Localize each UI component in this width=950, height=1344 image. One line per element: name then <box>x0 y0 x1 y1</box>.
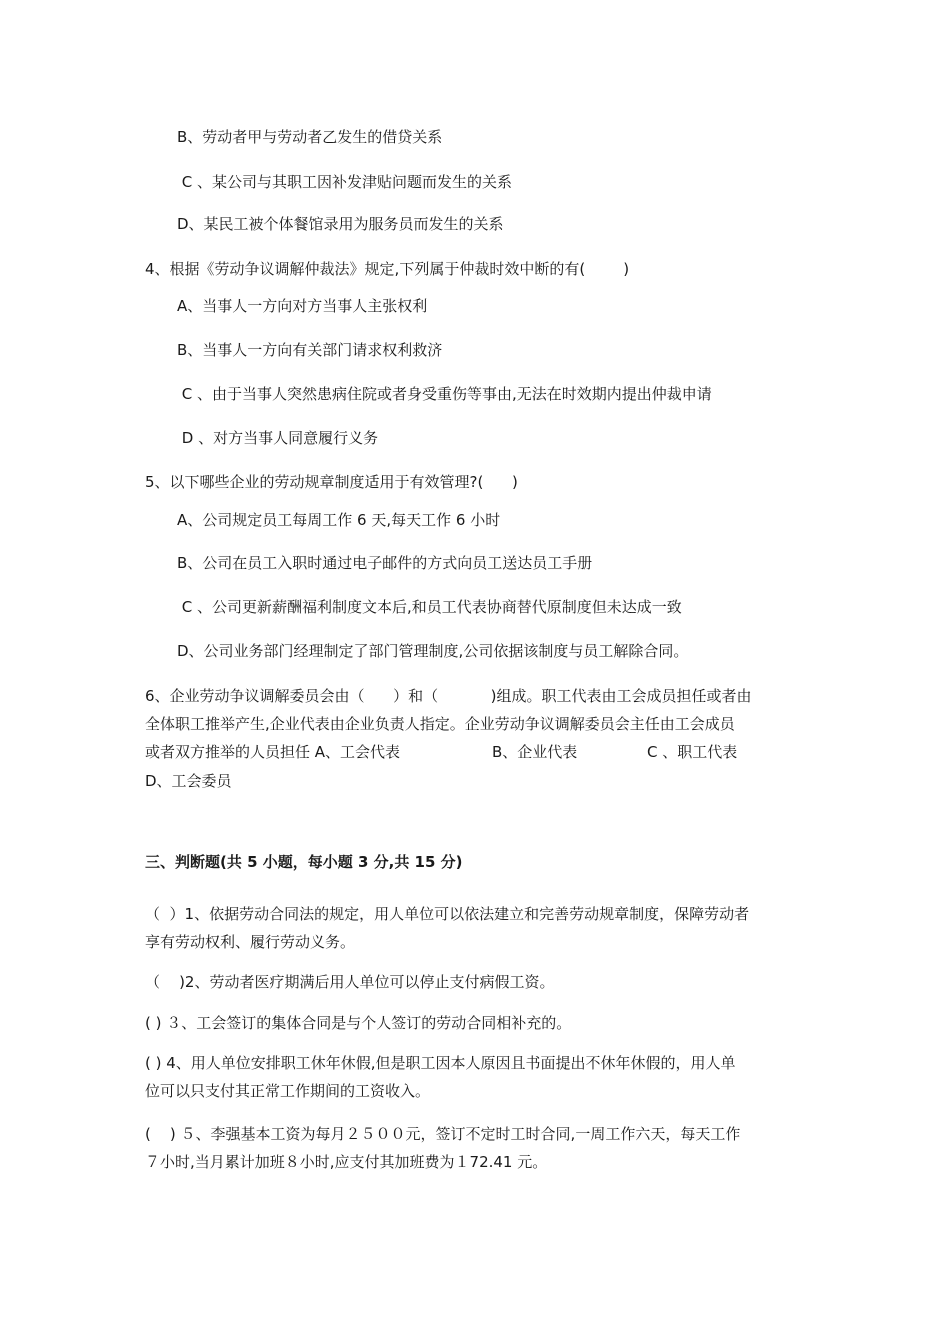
question-6-line-1: 6、企业劳动争议调解委员会由（ ）和（ )组成。职工代表由工会成员担任或者由 <box>145 687 752 705</box>
q6-option-c: C 、职工代表 <box>647 743 738 761</box>
judge-item-1-line-1: （ ）1、依据劳动合同法的规定，用人单位可以依法建立和完善劳动规章制度，保障劳动者 <box>145 905 750 923</box>
q5-option-b: B、公司在员工入职时通过电子邮件的方式向员工送达员工手册 <box>177 554 593 572</box>
q5-option-d: D、公司业务部门经理制定了部门管理制度,公司依据该制度与员工解除合同。 <box>177 642 689 660</box>
q3-option-c: C 、某公司与其职工因补发津贴问题而发生的关系 <box>177 173 513 191</box>
question-5-stem: 5、以下哪些企业的劳动规章制度适用于有效管理?( ) <box>145 473 518 491</box>
judge-item-4-line-2: 位可以只支付其正常工作期间的工资收入。 <box>145 1082 431 1100</box>
q3-option-b: B、劳动者甲与劳动者乙发生的借贷关系 <box>177 128 443 146</box>
q4-option-d: D 、对方当事人同意履行义务 <box>177 429 379 447</box>
q3-option-d: D、某民工被个体餐馆录用为服务员而发生的关系 <box>177 215 504 233</box>
question-6-line-3: 或者双方推举的人员担任 A、工会代表 <box>145 743 401 761</box>
q4-option-b: B、当事人一方向有关部门请求权利救济 <box>177 341 443 359</box>
judge-item-2: （ )2、劳动者医疗期满后用人单位可以停止支付病假工资。 <box>145 973 555 991</box>
q5-option-a: A、公司规定员工每周工作 6 天,每天工作 6 小时 <box>177 511 501 529</box>
judge-item-3: ( ) ３、工会签订的集体合同是与个人签订的劳动合同相补充的。 <box>145 1014 572 1032</box>
judge-item-5-line-1: ( ) ５、李强基本工资为每月２５００元，签订不定时工时合同,一周工作六天，每天工作 <box>145 1125 741 1143</box>
judge-item-4-line-1: ( ) 4、用人单位安排职工休年休假,但是职工因本人原因且书面提出不休年休假的，用人单 <box>145 1054 736 1072</box>
q4-option-a: A、当事人一方向对方当事人主张权利 <box>177 297 428 315</box>
q6-option-d: D、工会委员 <box>145 772 232 790</box>
question-6-line-2: 全体职工推举产生,企业代表由企业负责人指定。企业劳动争议调解委员会主任由工会成员 <box>145 715 735 733</box>
judge-item-5-line-2: ７小时,当月累计加班８小时,应支付其加班费为１72.41 元。 <box>145 1153 548 1171</box>
section-3-title: 三、判断题(共 5 小题，每小题 3 分,共 15 分) <box>145 853 463 871</box>
judge-item-1-line-2: 享有劳动权利、履行劳动义务。 <box>145 933 356 951</box>
q6-option-b: B、企业代表 <box>492 743 578 761</box>
q4-option-c: C 、由于当事人突然患病住院或者身受重伤等事由,无法在时效期内提出仲裁申请 <box>177 385 712 403</box>
question-4-stem: 4、根据《劳动争议调解仲裁法》规定,下列属于仲裁时效中断的有( ) <box>145 260 630 278</box>
q5-option-c: C 、公司更新薪酬福利制度文本后,和员工代表协商替代原制度但未达成一致 <box>177 598 682 616</box>
